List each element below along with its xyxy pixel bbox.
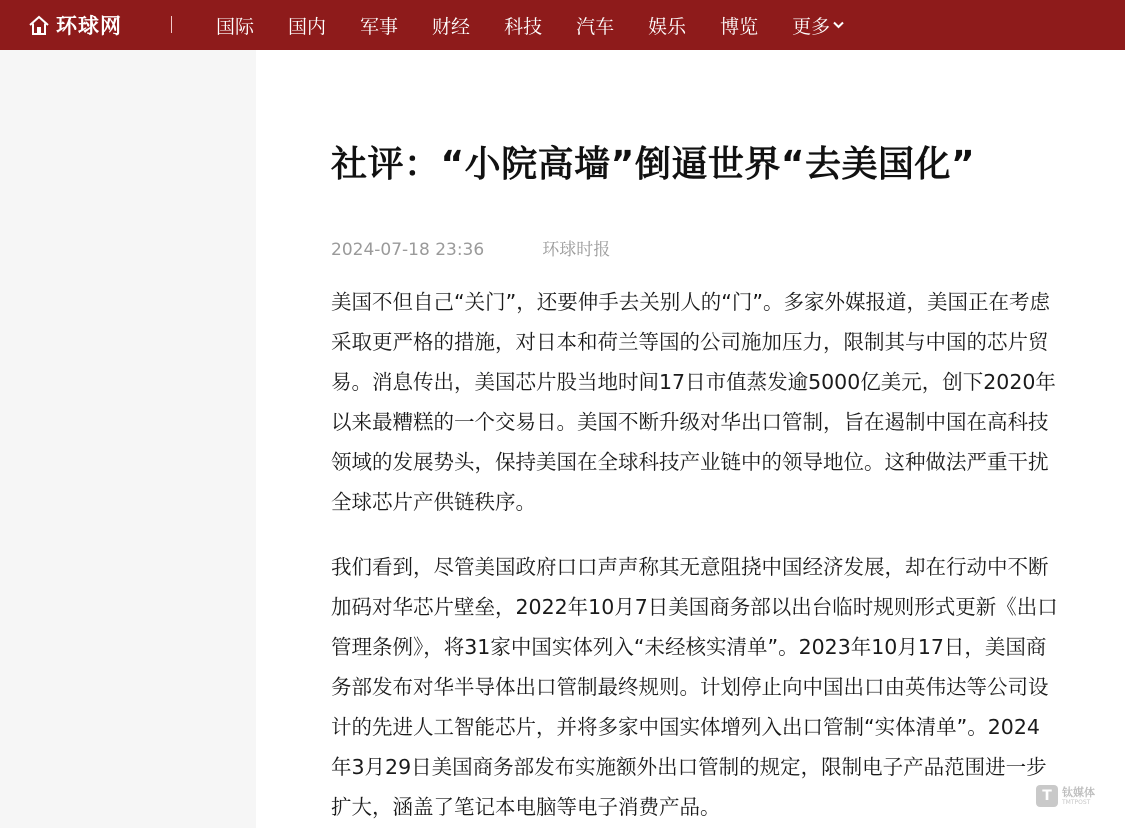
- nav-item-auto[interactable]: 汽车: [576, 15, 615, 38]
- article-title: 社评：“小院高墙”倒逼世界“去美国化”: [331, 144, 976, 185]
- chevron-down-icon: [833, 21, 844, 29]
- nav-item-international[interactable]: 国际: [216, 15, 255, 38]
- watermark-cn: 钛媒体: [1062, 785, 1095, 799]
- article-date: 2024-07-18 23:36: [331, 240, 485, 260]
- top-nav-bar: [0, 0, 1125, 50]
- article-paragraph: 美国不但自己“关门”，还要伸手去关别人的“门”。多家外媒报道，美国正在考虑采取更严格的措施，对日本和荷兰等国的公司施加压力，限制其与中国的芯片贸易。消息传出，美国芯片股当地时间17日市值蒸发逾5000亿美元，创下2020年以来最糟糕的一个交易日。美国不断升级对华出口管制，旨在遏制中国在高科技领域的发展势头，保持美国在全球科技产业链中的领导地位。这种做法严重干扰全球芯片产供链秩序。: [331, 290, 1056, 514]
- article-source[interactable]: 环球时报: [542, 240, 611, 260]
- article-body: [331, 282, 1059, 828]
- watermark-text: [1062, 787, 1095, 806]
- site-logo[interactable]: [28, 10, 122, 40]
- nav-more-label: 更多: [792, 15, 831, 38]
- home-icon: [28, 14, 50, 36]
- tmtpost-logo-icon: T: [1036, 785, 1058, 807]
- nav-item-tech[interactable]: 科技: [504, 15, 543, 38]
- article-meta: [331, 235, 610, 260]
- nav-item-military[interactable]: 军事: [360, 15, 399, 38]
- left-sidebar-area: [0, 50, 256, 828]
- nav-item-entertainment[interactable]: 娱乐: [648, 15, 687, 38]
- nav-item-more[interactable]: [792, 12, 844, 39]
- nav-item-domestic[interactable]: 国内: [288, 15, 327, 38]
- article-paragraph: 我们看到，尽管美国政府口口声声称其无意阻挠中国经济发展，却在行动中不断加码对华芯片壁垒，2022年10月7日美国商务部以出台临时规则形式更新《出口管理条例》，将31家中国实体列入“未经核实清单”。2023年10月17日，美国商务部发布对华半导体出口管制最终规则。计划停止向中国出口由英伟达等公司设计的先进人工智能芯片，并将多家中国实体增列入出口管制“实体清单”。2024年3月29日美国商务部发布实施额外出口管制的规定，限制电子产品范围进一步扩大，涵盖了笔记本电脑等电子消费产品。: [331, 555, 1058, 819]
- nav-item-finance[interactable]: 财经: [432, 15, 471, 38]
- watermark-en: TMTPOST: [1062, 798, 1091, 806]
- nav-divider: [171, 16, 172, 33]
- main-nav: [216, 0, 844, 50]
- logo-text: 环球网: [56, 14, 122, 38]
- tmtpost-watermark: [1036, 785, 1095, 807]
- nav-item-expo[interactable]: 博览: [720, 15, 759, 38]
